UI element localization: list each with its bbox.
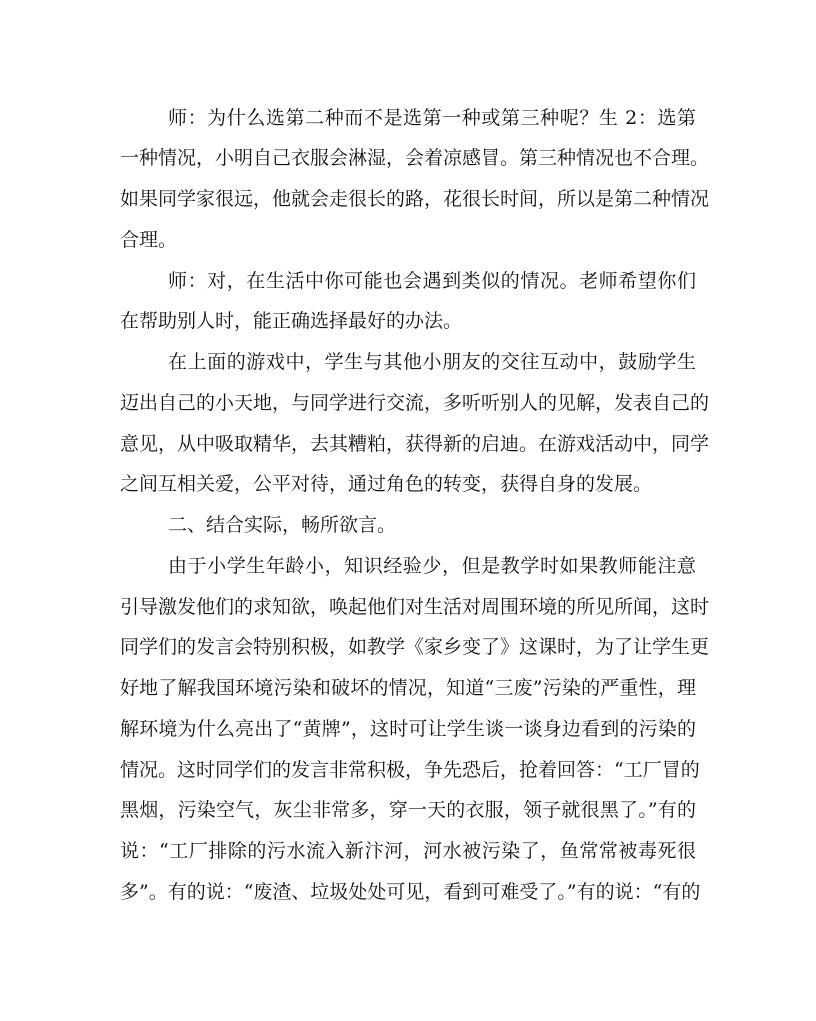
paragraph-line: 在帮助别人时，能正确选择最好的办法。: [120, 310, 463, 332]
paragraph-line: 迈出自己的小天地，与同学进行交流，多听听别人的见解，发表自己的: [120, 392, 710, 414]
paragraph-line: 一种情况，小明自己衣服会淋湿，会着凉感冒。第三种情况也不合理。: [120, 147, 710, 169]
paragraph-line: 多”。有的说：“废渣、垃圾处处可见，看到可难受了。”有的说：“有的: [120, 881, 701, 903]
paragraph-line: 在上面的游戏中，学生与其他小朋友的交往互动中，鼓励学生: [168, 351, 696, 373]
paragraph-line: 合理。: [120, 229, 178, 251]
paragraph-line: 由于小学生年龄小，知识经验少，但是教学时如果教师能注意: [168, 555, 696, 577]
paragraph-line: 好地了解我国环境污染和破坏的情况，知道“三废”污染的严重性，理: [120, 677, 696, 699]
paragraph-line: 之间互相关爱，公平对待，通过角色的转变，获得自身的发展。: [120, 473, 653, 495]
paragraph-line: 意见，从中吸取精华，去其糟粕，获得新的启迪。在游戏活动中，同学: [120, 433, 710, 455]
paragraph-line: 解环境为什么亮出了“黄牌”，这时可让学生谈一谈身边看到的污染的: [120, 718, 696, 740]
paragraph-line: 师：为什么选第二种而不是选第一种或第三种呢？生 2：选第: [168, 107, 696, 129]
paragraph-line: 黑烟，污染空气，灰尘非常多，穿一天的衣服，领子就很黑了。”有的: [120, 799, 696, 821]
paragraph-line: 师：对，在生活中你可能也会遇到类似的情况。老师希望你们: [168, 270, 696, 292]
paragraph-line: 情况。这时同学们的发言非常积极，争先恐后，抢着回答：“工厂冒的: [120, 759, 700, 781]
paragraph-line: 说：“工厂排除的污水流入新汴河，河水被污染了，鱼常常被毒死很: [120, 840, 696, 862]
paragraph-line: 同学们的发言会特别积极，如教学《家乡变了》这课时，为了让学生更: [120, 636, 710, 658]
section-heading: 二、结合实际，畅所欲言。: [168, 514, 397, 536]
paragraph-line: 如果同学家很远，他就会走很长的路，花很长时间，所以是第二种情况: [120, 188, 710, 210]
paragraph-line: 引导激发他们的求知欲，唤起他们对生活对周围环境的所见所闻，这时: [120, 596, 710, 618]
